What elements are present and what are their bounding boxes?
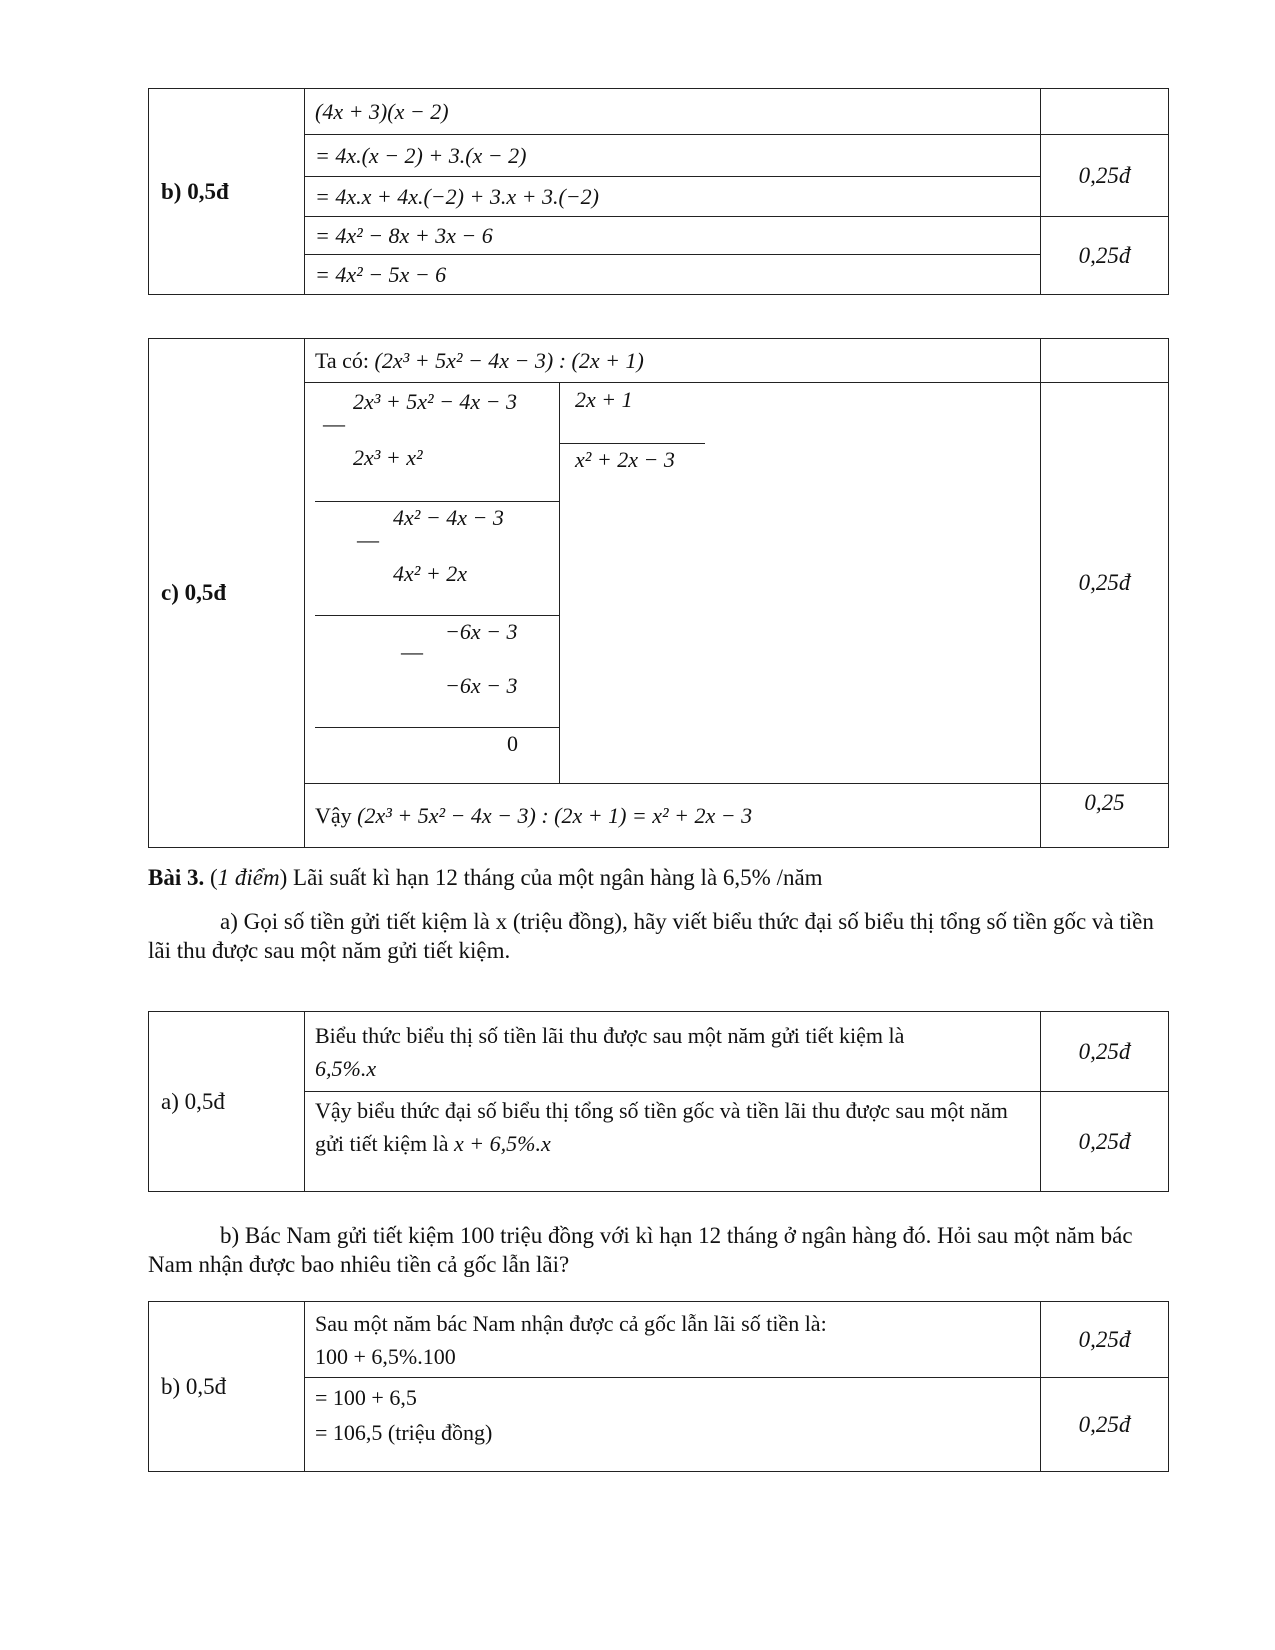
answer-b-row-2: [305, 1378, 1041, 1472]
part-b-score-empty: [1041, 89, 1169, 135]
part-b-score-2: 0,25đ: [1041, 217, 1169, 295]
bai3-statement-line: Bài 3. (1 điểm) Lãi suất kì hạn 12 tháng của một ngân hàng là 6,5% /năm: [148, 865, 823, 890]
bai3-statement: Lãi suất kì hạn 12 tháng của một ngân hàng là 6,5% /năm: [293, 865, 823, 890]
part-c-conclusion-prefix: Vậy: [315, 802, 352, 828]
part-b-line-5: = 4x² − 5x − 6: [305, 255, 1041, 295]
answer-a-score-2: 0,25đ: [1041, 1092, 1169, 1192]
bai3-question-b: b) Bác Nam gửi tiết kiệm 100 triệu đồng với kì hạn 12 tháng ở ngân hàng đó. Hỏi sau một năm bác Nam nhận được bao nhiêu tiền cả gốc lẫn lãi?: [148, 1223, 1133, 1277]
answer-b-score-2: 0,25đ: [1041, 1378, 1169, 1472]
table-part-b: [148, 88, 1169, 295]
part-c-intro: [305, 339, 1041, 383]
part-c-intro-prefix: Ta có:: [315, 347, 370, 373]
table-answer-a: [148, 1011, 1169, 1192]
division-minus-3: —: [401, 639, 423, 664]
part-c-score-empty: [1041, 339, 1169, 383]
part-b-line-3: = 4x.x + 4x.(−2) + 3.x + 3.(−2): [305, 177, 1041, 217]
answer-a-row-2-expr: x + 6,5%.x: [454, 1131, 551, 1156]
bai3-title: Bài 3.: [148, 865, 205, 890]
table-answer-b: [148, 1301, 1169, 1472]
division-remainder-3: 0: [507, 731, 518, 756]
division-rule-1: [315, 501, 559, 502]
bai3-points: 1 điểm: [217, 865, 280, 890]
part-c-score-1: 0,25đ: [1041, 383, 1169, 784]
answer-b-label: b) 0,5đ: [149, 1302, 305, 1472]
answer-a-row-2-text: Vậy biểu thức đại số biểu thị tổng số tiền gốc và tiền lãi thu được sau một năm gửi tiết kiệm là: [315, 1098, 1008, 1156]
division-minus-1: —: [323, 411, 345, 436]
part-b-line-2: = 4x.(x − 2) + 3.(x − 2): [305, 135, 1041, 177]
division-sub-1: 2x³ + x²: [353, 445, 423, 470]
division-quotient: x² + 2x − 3: [575, 447, 675, 472]
division-divisor: 2x + 1: [575, 387, 633, 412]
answer-b-row-2-line-1: = 100 + 6,5: [315, 1385, 417, 1410]
division-rule-3: [315, 727, 559, 728]
part-c-conclusion: [305, 784, 1041, 848]
part-c-conclusion-expr: (2x³ + 5x² − 4x − 3) : (2x + 1) = x² + 2x − 3: [357, 802, 753, 828]
answer-b-row-2-line-2: = 106,5 (triệu đồng): [315, 1420, 493, 1446]
part-b-score-1: 0,25đ: [1041, 135, 1169, 217]
long-division: [305, 383, 1041, 784]
answer-b-score-1: 0,25đ: [1041, 1302, 1169, 1378]
division-quotient-rule: [559, 443, 705, 444]
part-c-score-2: 0,25: [1041, 784, 1169, 848]
answer-b-row-1: [305, 1302, 1041, 1378]
part-b-label: b) 0,5đ: [149, 89, 305, 295]
answer-b-row-1-text: Sau một năm bác Nam nhận được cả gốc lẫn lãi số tiền là:: [315, 1310, 827, 1336]
bai3-question-a: a) Gọi số tiền gửi tiết kiệm là x (triệu đồng), hãy viết biểu thức đại số biểu thị tổng số tiền gốc và tiền lãi thu được sau một năm gửi tiết kiệm.: [148, 909, 1154, 963]
table-part-c: [148, 338, 1169, 848]
answer-a-score-1: 0,25đ: [1041, 1012, 1169, 1092]
division-remainder-2: −6x − 3: [445, 619, 518, 644]
part-b-line-4: = 4x² − 8x + 3x − 6: [305, 217, 1041, 255]
division-sub-3: −6x − 3: [445, 673, 518, 698]
answer-a-row-2: [305, 1092, 1041, 1192]
answer-a-row-1: [305, 1012, 1041, 1092]
division-remainder-1: 4x² − 4x − 3: [393, 505, 504, 530]
answer-b-row-1-expr: 100 + 6,5%.100: [315, 1343, 456, 1369]
answer-a-row-1-expr: 6,5%.x: [315, 1055, 377, 1081]
part-c-label: c) 0,5đ: [149, 339, 305, 848]
answer-a-label: a) 0,5đ: [149, 1012, 305, 1192]
answer-a-row-1-text: Biểu thức biểu thị số tiền lãi thu được sau một năm gửi tiết kiệm là: [315, 1022, 905, 1048]
division-sub-2: 4x² + 2x: [393, 561, 467, 586]
division-dividend: 2x³ + 5x² − 4x − 3: [353, 389, 518, 414]
part-b-line-1: (4x + 3)(x − 2): [305, 89, 1041, 135]
division-minus-2: —: [357, 527, 379, 552]
part-c-intro-expr: (2x³ + 5x² − 4x − 3) : (2x + 1): [374, 347, 644, 373]
division-rule-2: [315, 615, 559, 616]
